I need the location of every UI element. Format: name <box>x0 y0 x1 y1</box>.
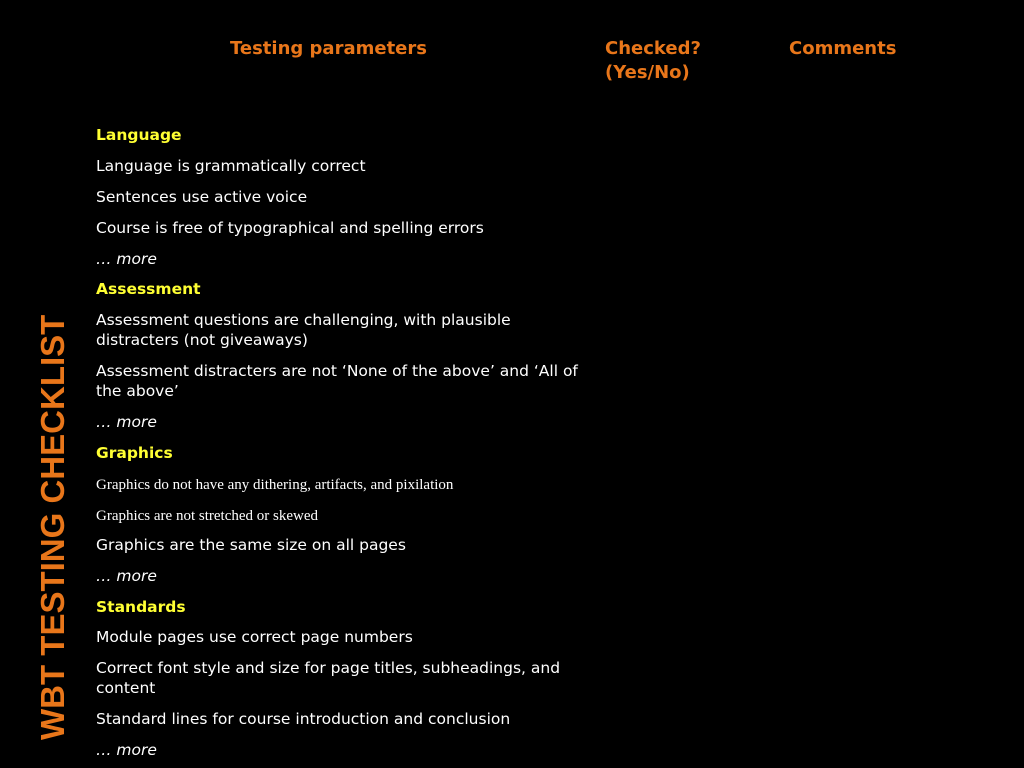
section-heading-assessment: Assessment <box>96 280 201 298</box>
section-heading-graphics: Graphics <box>96 444 173 462</box>
checklist-item: Course is free of typographical and spelling errors <box>96 219 484 237</box>
column-header-testing-parameters: Testing parameters <box>230 38 427 59</box>
checklist-item: Graphics are the same size on all pages <box>96 536 406 554</box>
section-heading-language: Language <box>96 126 182 144</box>
column-header-checked-line1: Checked? <box>605 38 701 59</box>
more-indicator: … more <box>96 250 157 268</box>
checklist-item: Assessment questions are challenging, with plausible distracters (not giveaways) <box>96 311 511 349</box>
checklist-item: Correct font style and size for page titles, subheadings, and content <box>96 659 561 697</box>
checklist-item: Standard lines for course introduction and conclusion <box>96 710 511 728</box>
column-header-checked-line2: (Yes/No) <box>605 62 690 83</box>
more-indicator: … more <box>96 567 157 585</box>
column-header-comments: Comments <box>789 38 897 59</box>
checklist-item: Graphics are not stretched or skewed <box>96 508 318 524</box>
checklist-item: Module pages use correct page numbers <box>96 628 413 646</box>
more-indicator: … more <box>96 741 157 759</box>
checklist-item: Graphics do not have any dithering, artifacts, and pixilation <box>96 477 454 493</box>
column-header-checked <box>605 37 745 85</box>
checklist-item: Language is grammatically correct <box>96 157 366 175</box>
checklist-item: Sentences use active voice <box>96 188 308 206</box>
section-heading-standards: Standards <box>96 598 186 616</box>
more-indicator: … more <box>96 413 157 431</box>
slide-title-vertical: WBT TESTING CHECKLIST <box>34 314 71 740</box>
checklist-item: Assessment distracters are not ‘None of the above’ and ‘All of the above’ <box>96 362 578 400</box>
